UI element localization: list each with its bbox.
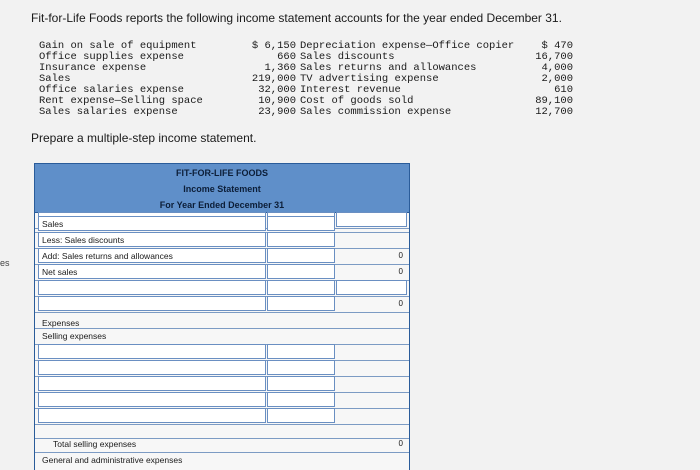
- statement-title: Income Statement: [183, 184, 261, 194]
- table-row-discounts: [35, 232, 409, 249]
- amount-input[interactable]: [267, 392, 335, 407]
- accounts-right-amounts: [525, 41, 573, 118]
- discounts-amount-input[interactable]: [267, 232, 335, 247]
- accounts-left-names: [39, 41, 203, 118]
- net-sales-total: 0: [398, 267, 403, 276]
- table-row-gross: [35, 296, 409, 313]
- account-name: Sales: [39, 73, 71, 85]
- amount-input[interactable]: [267, 280, 335, 295]
- table-row-returns: [35, 248, 409, 265]
- net-sales-label[interactable]: Net sales: [38, 264, 266, 279]
- accounts-left-amounts: [250, 41, 296, 118]
- account-name: Interest revenue: [300, 84, 401, 96]
- sales-amount-input[interactable]: [267, 216, 335, 231]
- table-row-expenses: [35, 312, 409, 329]
- general-admin-heading: General and administrative expenses: [42, 455, 183, 465]
- accounts-right-names: [300, 41, 514, 118]
- label-input[interactable]: [38, 360, 266, 375]
- sales-label[interactable]: Sales: [38, 216, 266, 231]
- amount-input[interactable]: [267, 344, 335, 359]
- account-name: Sales returns and allowances: [300, 62, 477, 74]
- cropped-edge-text: es: [0, 258, 10, 268]
- amount-input[interactable]: [267, 376, 335, 391]
- account-amount: 89,100: [535, 95, 573, 107]
- label-input[interactable]: [38, 392, 266, 407]
- total-cell: [336, 328, 407, 343]
- expenses-heading: Expenses: [42, 318, 80, 328]
- returns-total: 0: [398, 251, 403, 260]
- table-row-total-selling: [35, 436, 409, 453]
- statement-header: [35, 164, 409, 213]
- account-name: Depreciation expense—Office copier: [300, 40, 515, 52]
- sales-discounts-label[interactable]: Less: Sales discounts: [38, 232, 266, 247]
- account-name: Office supplies expense: [39, 51, 184, 63]
- total-cell: [336, 216, 407, 231]
- amount-input[interactable]: [267, 360, 335, 375]
- account-name: Office salaries expense: [39, 84, 184, 96]
- account-amount: 610: [554, 84, 573, 96]
- total-selling-label: Total selling expenses: [53, 439, 137, 449]
- table-row-selling: [35, 328, 409, 345]
- table-row-general-admin: [35, 452, 409, 468]
- amount-input[interactable]: [267, 296, 335, 311]
- account-name: Sales salaries expense: [39, 106, 178, 118]
- company-name: FIT-FOR-LIFE FOODS: [176, 168, 268, 178]
- account-amount: 2,000: [541, 73, 573, 85]
- account-name: Rent expense—Selling space: [39, 95, 203, 107]
- total-cell: [336, 312, 407, 327]
- total-cell: [336, 232, 407, 247]
- gross-total: 0: [398, 299, 403, 308]
- total-input[interactable]: [336, 280, 407, 295]
- table-row: [35, 344, 409, 361]
- instruction-text: Prepare a multiple-step income statement.: [31, 131, 257, 145]
- selling-expenses-heading: Selling expenses: [42, 331, 107, 341]
- problem-intro: Fit-for-Life Foods reports the following income statement accounts for the year ended December 31.: [31, 11, 562, 25]
- table-row: [35, 280, 409, 297]
- account-amount: $ 470: [541, 40, 573, 52]
- net-sales-amount-input[interactable]: [267, 264, 335, 279]
- account-name: Sales discounts: [300, 51, 395, 63]
- account-amount: 219,000: [251, 73, 296, 85]
- table-row: [35, 376, 409, 393]
- label-input[interactable]: [38, 408, 266, 423]
- amount-input[interactable]: [267, 408, 335, 423]
- table-row-net-sales: [35, 264, 409, 281]
- table-row: [35, 360, 409, 377]
- sales-returns-label[interactable]: Add: Sales returns and allowances: [38, 248, 266, 263]
- income-statement-worksheet: [34, 163, 410, 470]
- account-amount: 23,900: [258, 106, 296, 118]
- account-amount: 16,700: [535, 51, 573, 63]
- account-name: Insurance expense: [39, 62, 147, 74]
- table-row: [35, 392, 409, 409]
- account-amount: 1,360: [264, 62, 296, 74]
- total-selling-value: 0: [398, 439, 403, 448]
- label-input[interactable]: [38, 296, 266, 311]
- label-input[interactable]: [38, 280, 266, 295]
- account-name: TV advertising expense: [300, 73, 439, 85]
- account-amount: 10,900: [258, 95, 296, 107]
- account-amount: 660: [277, 51, 296, 63]
- table-row-sales: [35, 216, 409, 233]
- label-input[interactable]: [38, 376, 266, 391]
- account-amount: 12,700: [535, 106, 573, 118]
- account-amount: 4,000: [541, 62, 573, 74]
- statement-period: For Year Ended December 31: [159, 200, 285, 210]
- account-name: Cost of goods sold: [300, 95, 414, 107]
- returns-amount-input[interactable]: [267, 248, 335, 263]
- account-name: Gain on sale of equipment: [39, 40, 197, 52]
- account-amount: $ 6,150: [251, 40, 296, 52]
- label-input[interactable]: [38, 344, 266, 359]
- table-row: [35, 408, 409, 425]
- account-name: Sales commission expense: [300, 106, 452, 118]
- account-amount: 32,000: [258, 84, 296, 96]
